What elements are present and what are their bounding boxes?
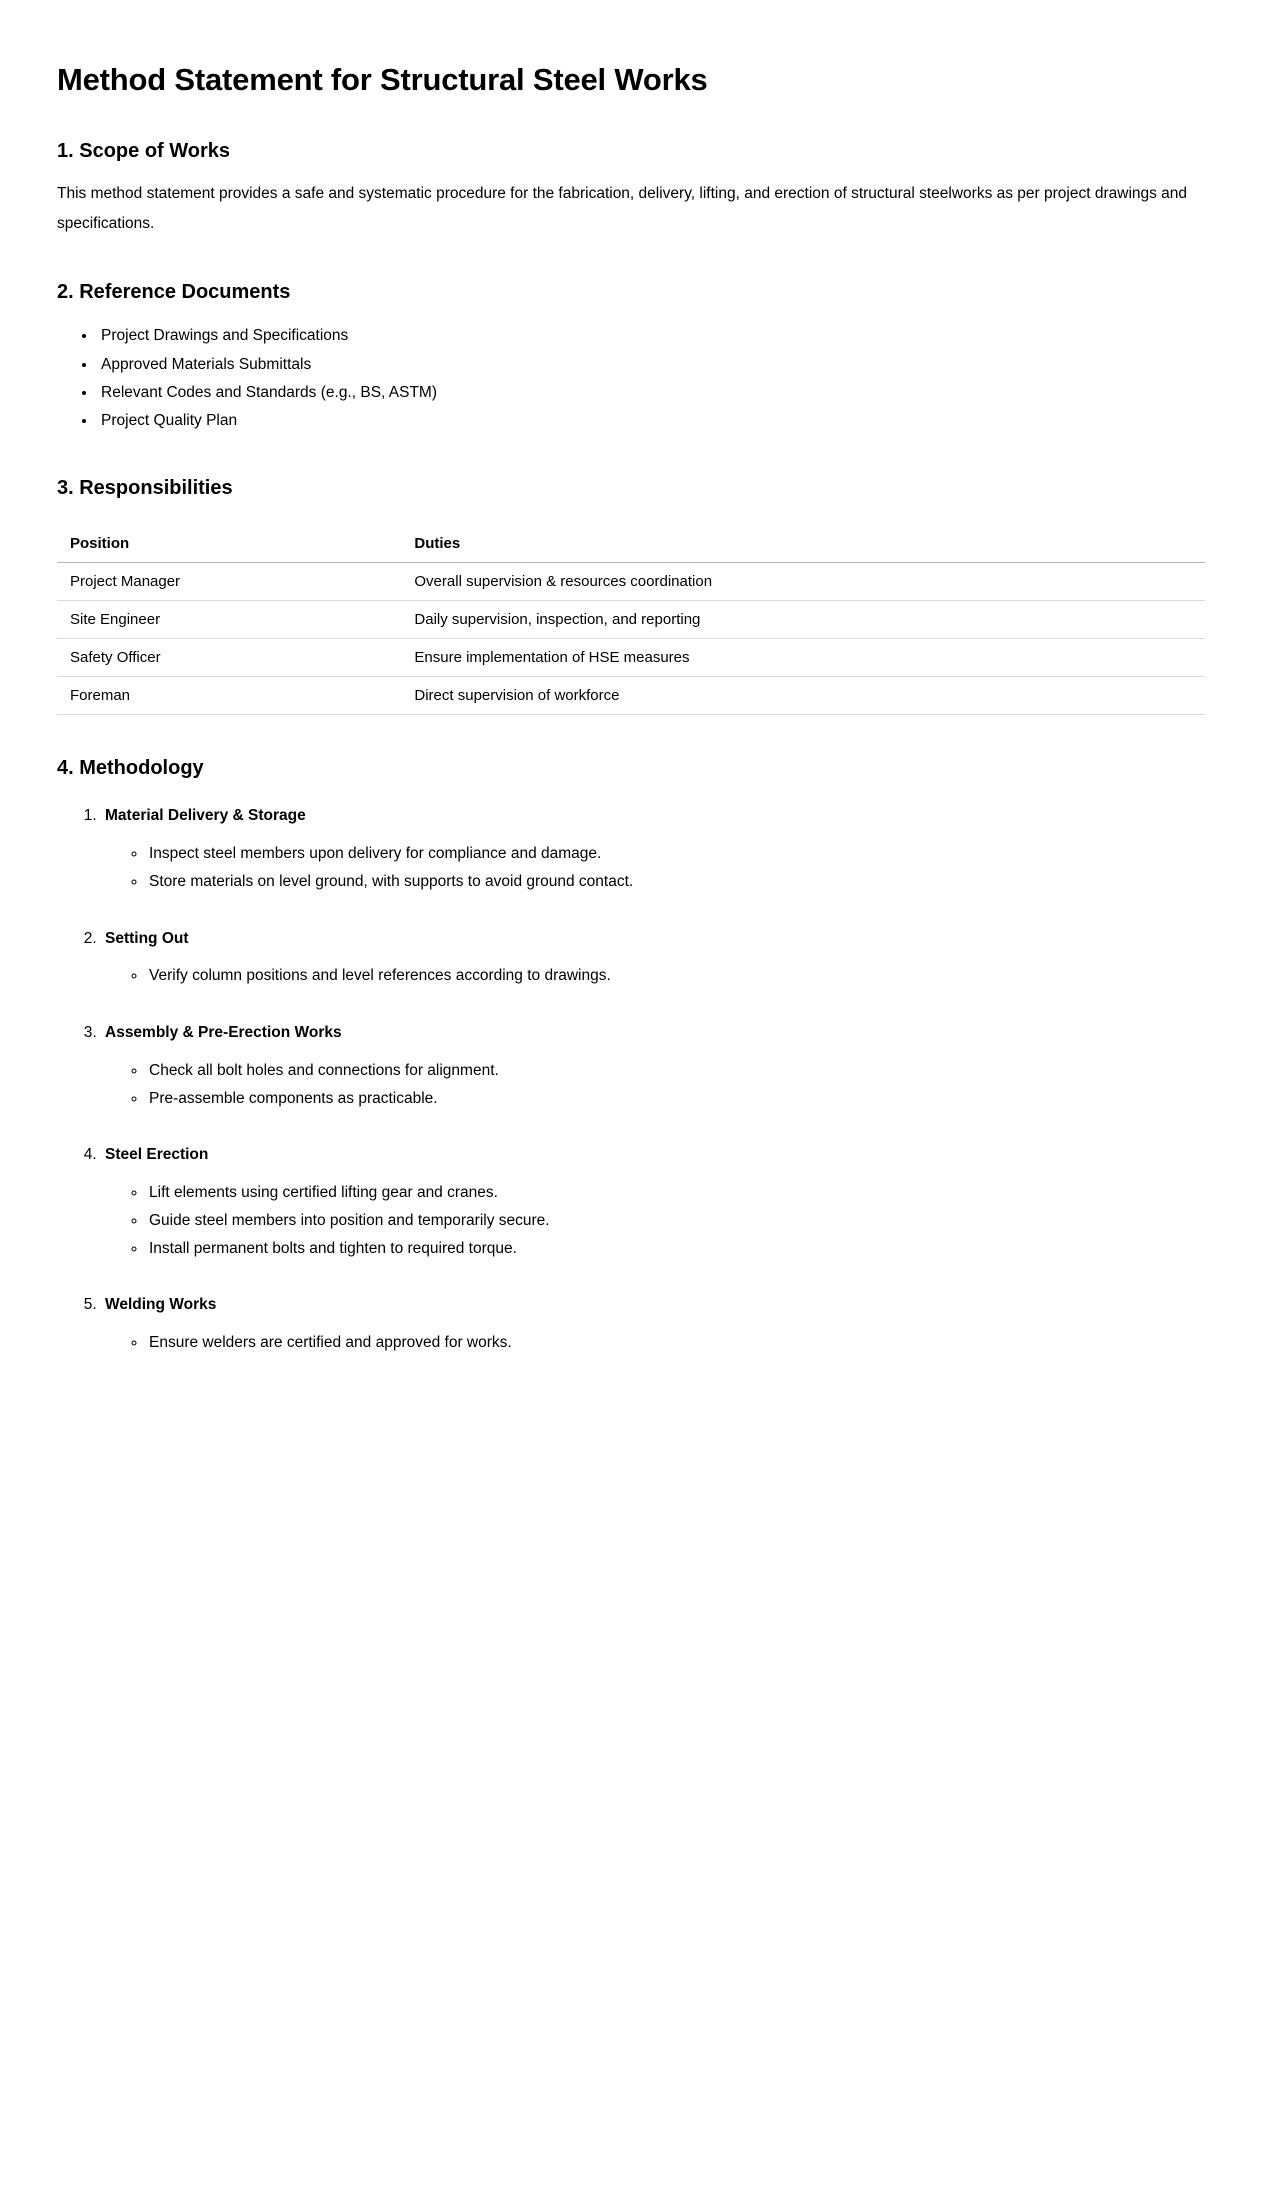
substep-item: ◦ Inspect steel members upon delivery for compliance and damage. — [147, 840, 1205, 868]
step-title: Setting Out — [105, 929, 189, 947]
methodology-heading: 4. Methodology — [57, 757, 204, 780]
scope-heading: 1. Scope of Works — [57, 140, 231, 162]
substep-list — [105, 962, 1205, 990]
substep-list — [105, 1057, 1205, 1113]
duties-cell: Daily supervision, inspection, and reporting — [401, 601, 1205, 639]
position-cell: Project Manager — [57, 563, 401, 601]
table-row — [57, 677, 1205, 715]
duties-cell: Ensure implementation of HSE measures — [401, 639, 1205, 677]
position-cell: Safety Officer — [57, 639, 401, 677]
substep-item: ◦ Check all bolt holes and connections for alignment. — [147, 1057, 1205, 1085]
table-header-position: Position — [57, 526, 401, 563]
duties-cell: Overall supervision & resources coordination — [401, 563, 1205, 601]
step-title: Assembly & Pre-Erection Works — [105, 1023, 342, 1041]
position-cell: Foreman — [57, 677, 401, 715]
substep-item: ◦ Install permanent bolts and tighten to required torque. — [147, 1235, 1205, 1263]
step-title: Welding Works — [105, 1296, 217, 1314]
substep-list — [105, 1329, 1205, 1357]
table-row — [57, 639, 1205, 677]
table-header-duties: Duties — [401, 526, 1205, 563]
section-responsibilities — [57, 477, 1205, 715]
methodology-step — [101, 1291, 1205, 1357]
position-cell: Site Engineer — [57, 601, 401, 639]
scope-paragraph: This method statement provides a safe and systematic procedure for the fabrication, delivery, lifting, and erection of structural steelworks as per project drawings and specifications. — [57, 185, 1188, 233]
substep-item: ◦ Store materials on level ground, with supports to avoid ground contact. — [147, 868, 1205, 896]
list-item: • Project Drawings and Specifications — [97, 322, 1205, 350]
section-methodology — [57, 757, 1205, 1357]
substep-list — [105, 1179, 1205, 1264]
responsibilities-heading: 3. Responsibilities — [57, 477, 233, 500]
substep-item: ◦ Pre-assemble components as practicable. — [147, 1085, 1205, 1113]
reference-documents-heading: 2. Reference Documents — [57, 281, 291, 304]
substep-item: ◦ Verify column positions and level references according to drawings. — [147, 962, 1205, 990]
substep-list — [105, 840, 1205, 896]
step-title: Steel Erection — [105, 1145, 209, 1163]
step-title: Material Delivery & Storage — [105, 807, 306, 825]
methodology-step — [101, 1019, 1205, 1113]
table-header-row — [57, 526, 1205, 563]
list-item: • Project Quality Plan — [97, 407, 1205, 435]
section-reference-documents — [57, 281, 1205, 435]
table-row — [57, 563, 1205, 601]
document-title: Method Statement for Structural Steel Works — [57, 62, 708, 97]
methodology-list — [57, 802, 1205, 1357]
methodology-step — [101, 925, 1205, 991]
substep-item: ◦ Guide steel members into position and temporarily secure. — [147, 1207, 1205, 1235]
methodology-step — [101, 1141, 1205, 1264]
methodology-step — [101, 802, 1205, 896]
section-scope — [57, 140, 1205, 239]
substep-item: ◦ Lift elements using certified lifting gear and cranes. — [147, 1179, 1205, 1207]
list-item: • Approved Materials Submittals — [97, 351, 1205, 379]
reference-documents-list — [57, 322, 1205, 435]
table-row — [57, 601, 1205, 639]
list-item: • Relevant Codes and Standards (e.g., BS, ASTM) — [97, 379, 1205, 407]
duties-cell: Direct supervision of workforce — [401, 677, 1205, 715]
substep-item: ◦ Ensure welders are certified and approved for works. — [147, 1329, 1205, 1357]
responsibilities-table — [57, 526, 1205, 715]
